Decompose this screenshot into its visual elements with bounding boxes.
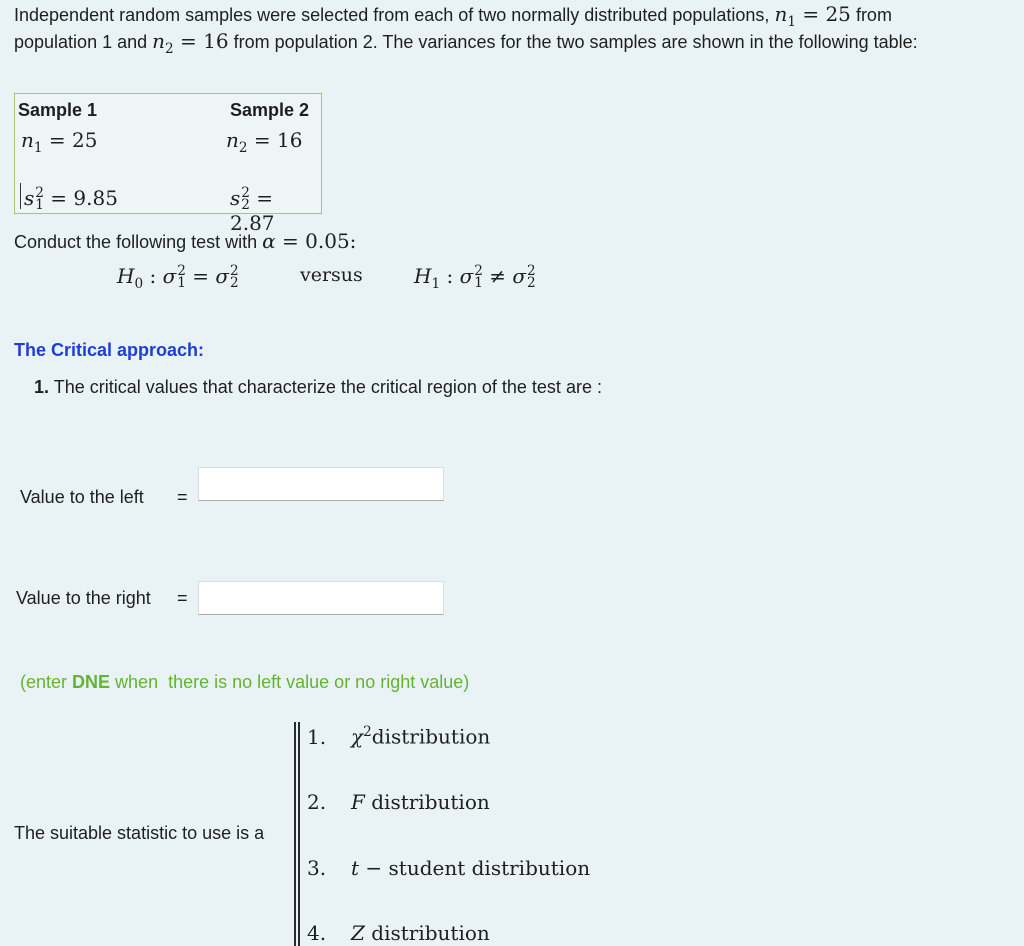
h0-sub: 0 <box>134 276 144 292</box>
right-value-equals: = <box>177 588 188 608</box>
table-s2-symbol: s <box>230 186 241 210</box>
table-s1-sub: 1 <box>35 196 44 213</box>
option-1-symbol: χ <box>351 724 364 749</box>
h1-not-equals: ≠ <box>489 264 507 288</box>
n1-value: = 25 <box>802 2 851 26</box>
h0-sigma-1-sup: 2 <box>177 262 186 279</box>
intro-text-2b: from population 2. The variances for the two samples are shown in the following table: <box>233 32 918 52</box>
intro-line-2 <box>14 28 918 63</box>
table-cell-divider-left <box>20 183 21 209</box>
conduct-text: Conduct the following test with <box>14 232 258 252</box>
alternative-hypothesis <box>414 264 536 292</box>
dne-note <box>20 672 469 693</box>
h1-sigma-1-sub: 1 <box>474 274 483 291</box>
option-4-number: 4. <box>307 921 327 945</box>
table-s2-supsub <box>241 184 250 213</box>
option-1-sup: 2 <box>363 724 372 740</box>
h0-sigma-1: σ <box>162 264 177 288</box>
h1-sigma-2-supsub <box>527 262 536 291</box>
h0-sigma-1-supsub <box>177 262 186 291</box>
option-4-text: distribution <box>364 921 490 945</box>
n2-expression <box>152 29 229 57</box>
table-n2-sub: 2 <box>238 140 248 156</box>
option-2-f-distribution[interactable] <box>307 790 490 814</box>
h1-sigma-2: σ <box>512 264 527 288</box>
sample-table <box>14 93 322 236</box>
option-3-symbol: t <box>351 856 360 880</box>
h1-sub: 1 <box>431 276 441 292</box>
intro-text-2a: population 1 and <box>14 32 148 52</box>
option-2-number: 2. <box>307 790 327 814</box>
intro-from: from <box>855 5 892 25</box>
null-hypothesis <box>117 264 239 292</box>
option-2-symbol: F <box>351 790 365 814</box>
dne-note-prefix: (enter <box>20 672 73 692</box>
table-s2-sup: 2 <box>241 184 250 201</box>
n1-expression <box>774 2 851 30</box>
table-s2-value: = 2.87 <box>230 186 275 236</box>
n2-subscript: 2 <box>165 41 174 57</box>
left-value-equals: = <box>177 487 188 507</box>
h1-sigma-2-sub: 2 <box>527 274 536 291</box>
option-3-number: 3. <box>307 856 327 880</box>
option-1-text: distribution <box>371 724 491 749</box>
alpha-symbol: α <box>262 229 276 253</box>
h1-colon: : <box>446 264 454 288</box>
h0-symbol: H <box>117 264 135 288</box>
h1-sigma-1-supsub <box>474 262 483 291</box>
table-n1-symbol: n <box>21 128 34 152</box>
h1-sigma-1-sup: 2 <box>474 262 483 279</box>
h0-colon: : <box>149 264 157 288</box>
h0-sigma-2-sub: 2 <box>230 274 239 291</box>
option-1-chi-square[interactable] <box>307 724 490 749</box>
intro-text-1: Independent random samples were selected from each of two normally distributed populations, <box>14 5 770 25</box>
h0-sigma-2-supsub <box>230 262 239 291</box>
h0-sigma-1-sub: 1 <box>177 274 186 291</box>
table-s1 <box>24 186 118 211</box>
n1-subscript: 1 <box>787 14 796 30</box>
option-3-t-distribution[interactable] <box>307 856 590 880</box>
options-bracket-right <box>298 722 300 946</box>
h0-sigma-2-sup: 2 <box>230 262 239 279</box>
table-n1-value: = 25 <box>48 128 98 152</box>
right-value-input[interactable] <box>198 581 444 615</box>
option-2-text: distribution <box>364 790 490 814</box>
table-s2-sub: 2 <box>241 196 250 213</box>
table-n2-symbol: n <box>226 128 239 152</box>
table-header-sample-1: Sample 1 <box>18 100 98 120</box>
alpha-value: = 0.05: <box>282 229 357 253</box>
dne-note-suffix: when there is no left value or no right value) <box>110 672 470 692</box>
alpha-expression <box>262 229 356 253</box>
table-s1-sup: 2 <box>35 184 44 201</box>
table-s2 <box>230 186 321 235</box>
table-s1-supsub <box>35 184 44 213</box>
table-n2 <box>226 128 302 156</box>
dne-note-keyword: DNE <box>72 672 111 692</box>
critical-approach-heading: The Critical approach: <box>14 340 205 360</box>
n2-symbol: n <box>152 29 166 53</box>
question-1 <box>34 377 602 398</box>
question-1-number: 1. <box>34 377 50 397</box>
h1-sigma-1: σ <box>459 264 474 288</box>
question-1-text: The critical values that characterize the critical region of the test are : <box>53 377 602 397</box>
h0-equals: = <box>192 264 210 288</box>
statistic-prompt: The suitable statistic to use is a <box>14 823 265 843</box>
table-s1-symbol: s <box>24 186 35 210</box>
table-n1-sub: 1 <box>33 140 43 156</box>
table-s1-value: = 9.85 <box>50 186 118 210</box>
option-4-symbol: Z <box>351 921 365 945</box>
left-value-label: Value to the left <box>20 487 144 507</box>
table-header-sample-2: Sample 2 <box>230 100 310 120</box>
right-value-label: Value to the right <box>16 588 151 608</box>
h1-symbol: H <box>414 264 432 288</box>
option-1-number: 1. <box>307 724 327 749</box>
h0-sigma-2: σ <box>215 264 230 288</box>
option-3-text: − student distribution <box>359 856 591 880</box>
table-n2-value: = 16 <box>253 128 303 152</box>
n2-value: = 16 <box>180 29 229 53</box>
conduct-test-line <box>14 229 356 253</box>
left-value-input[interactable] <box>198 467 444 501</box>
h1-sigma-2-sup: 2 <box>527 262 536 279</box>
option-4-z-distribution[interactable] <box>307 921 490 945</box>
versus-label: versus <box>300 264 363 286</box>
options-bracket-left <box>294 722 296 946</box>
n1-symbol: n <box>774 2 788 26</box>
table-n1 <box>21 128 97 156</box>
